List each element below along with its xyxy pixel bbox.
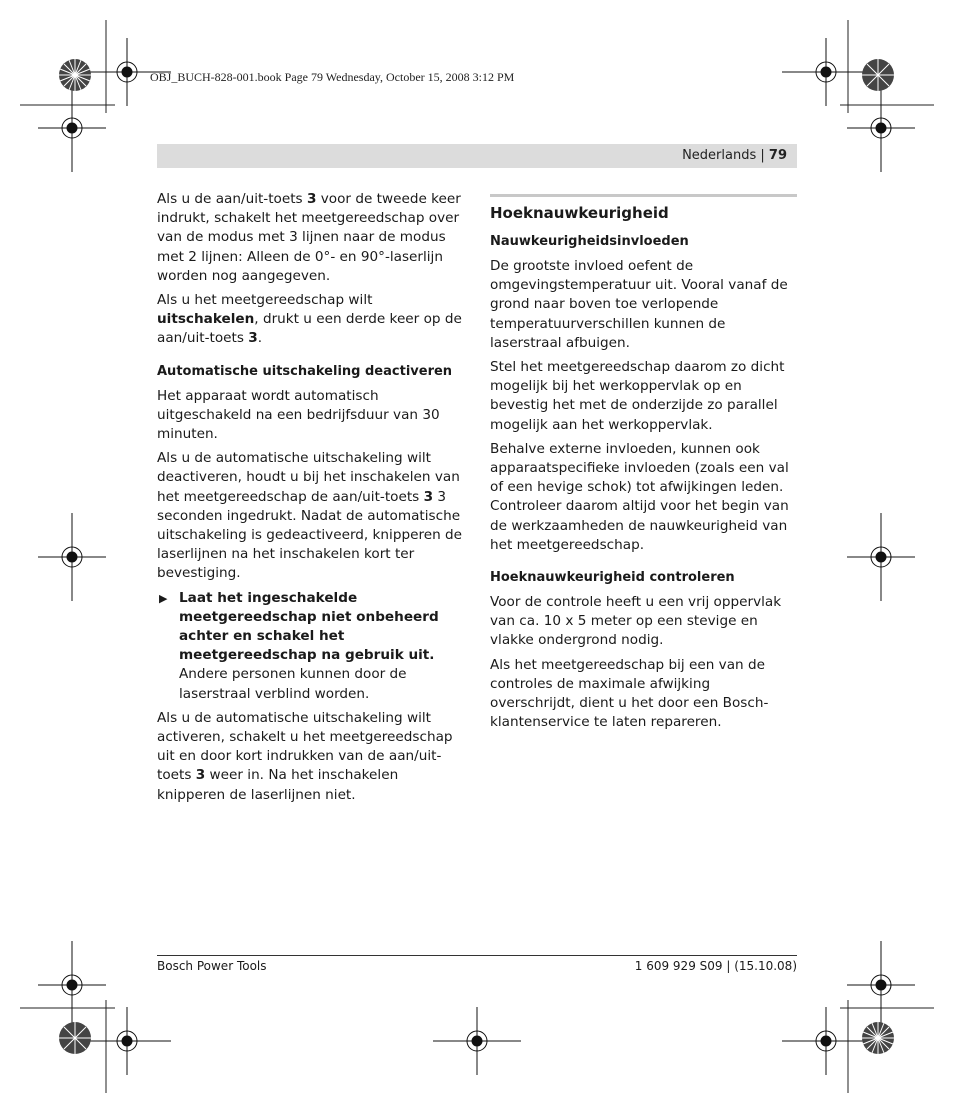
- header-separator: |: [756, 148, 769, 163]
- text: 3 seconden ingedrukt. Nadat de automatische uitschakeling is gedeactiveerd, knipperen de laserlijnen na het inschakelen kort ter bevestiging.: [157, 488, 463, 582]
- paragraph: [157, 291, 469, 349]
- text: Als u de automatische uitschakeling wilt deactiveren, houdt u bij het inschakelen van het meetgereedschap de aan/uit-toets: [157, 450, 460, 505]
- subheading-influences: Nauwkeurigheidsinvloeden: [490, 234, 689, 249]
- page-number: 79: [768, 148, 787, 163]
- text: Als u het meetgereedschap wilt: [157, 292, 373, 309]
- subheading-auto-off: Automatische uitschakeling deactiveren: [157, 363, 453, 379]
- paragraph: De grootste invloed oefent de omgevingstemperatuur uit. Vooral vanaf de grond naar boven toe verlopende temperatuurverschillen kunnen de laserstraal afbuigen.: [490, 258, 788, 351]
- paragraph: [157, 449, 469, 583]
- footer-brand: Bosch Power Tools: [157, 959, 267, 973]
- text: , drukt u een derde keer op de aan/uit-toets: [157, 311, 462, 347]
- header-text: [682, 148, 787, 163]
- key-ref: 3: [306, 191, 317, 207]
- print-slug: OBJ_BUCH-828-001.book Page 79 Wednesday, October 15, 2008 3:12 PM: [150, 70, 515, 84]
- text: Als u de automatische uitschakeling wilt activeren, schakelt u het meetgereedschap uit en door kort indrukken van de aan/uit-toets: [157, 709, 453, 784]
- header-language: Nederlands: [682, 148, 757, 163]
- key-ref: 3: [423, 488, 434, 505]
- paragraph: Behalve externe invloeden, kunnen ook apparaatspecifieke invloeden (zoals een val of een hevige schok) tot afwijkingen leden. Controleer daarom altijd voor het begin van de werkzaamheden de nauwkeurigheid van het meetgereedschap.: [490, 440, 789, 553]
- paragraph: [157, 709, 469, 805]
- paragraph: [157, 190, 469, 286]
- key-ref: 3: [248, 330, 258, 347]
- page-header: [157, 144, 797, 168]
- footer-rule: [157, 955, 797, 956]
- warning-text: Andere personen kunnen door de laserstraal verblind worden.: [179, 666, 407, 702]
- paragraph: Als het meetgereedschap bij een van de controles de maximale afwijking overschrijdt, dient u het door een Bosch-klantenservice te laten repareren.: [490, 656, 769, 731]
- paragraph: Het apparaat wordt automatisch uitgeschakeld na een bedrijfsduur van 30 minuten.: [157, 387, 440, 443]
- subheading-check: Hoeknauwkeurigheid controleren: [490, 570, 735, 586]
- emphasis: uitschakelen: [157, 311, 255, 328]
- footer-docnumber: 1 609 929 S09 | (15.10.08): [634, 959, 797, 973]
- text: voor de tweede keer indrukt, schakelt het meetgereedschap over van de modus met 3 lijnen naar de modus met 2 lijnen: Alleen de 0°- en 90°-laserlijn worden nog aangegeven.: [157, 191, 461, 284]
- warning-bold: Laat het ingeschakelde meetgereedschap niet onbeheerd achter en schakel het meetgereedschap na gebruik uit.: [179, 589, 439, 664]
- section-title: Hoeknauwkeurigheid: [490, 194, 797, 223]
- triangle-right-icon: ▶: [159, 591, 168, 605]
- key-ref: 3: [195, 767, 206, 784]
- text: weer in. Na het inschakelen knipperen de laserlijnen niet.: [157, 767, 399, 803]
- left-column: [157, 190, 469, 810]
- text: .: [257, 330, 263, 347]
- right-column: [490, 194, 797, 737]
- paragraph: Voor de controle heeft u een vrij oppervlak van ca. 10 x 5 meter op een stevige en vlakke ondergrond nodig.: [490, 594, 782, 649]
- paragraph: Stel het meetgereedschap daarom zo dicht mogelijk bij het werkoppervlak op en bevestig het met de onderzijde zo parallel mogelijk aan het werkoppervlak.: [490, 359, 785, 433]
- warning-note: [157, 589, 469, 704]
- text: Als u de aan/uit-toets: [157, 191, 307, 207]
